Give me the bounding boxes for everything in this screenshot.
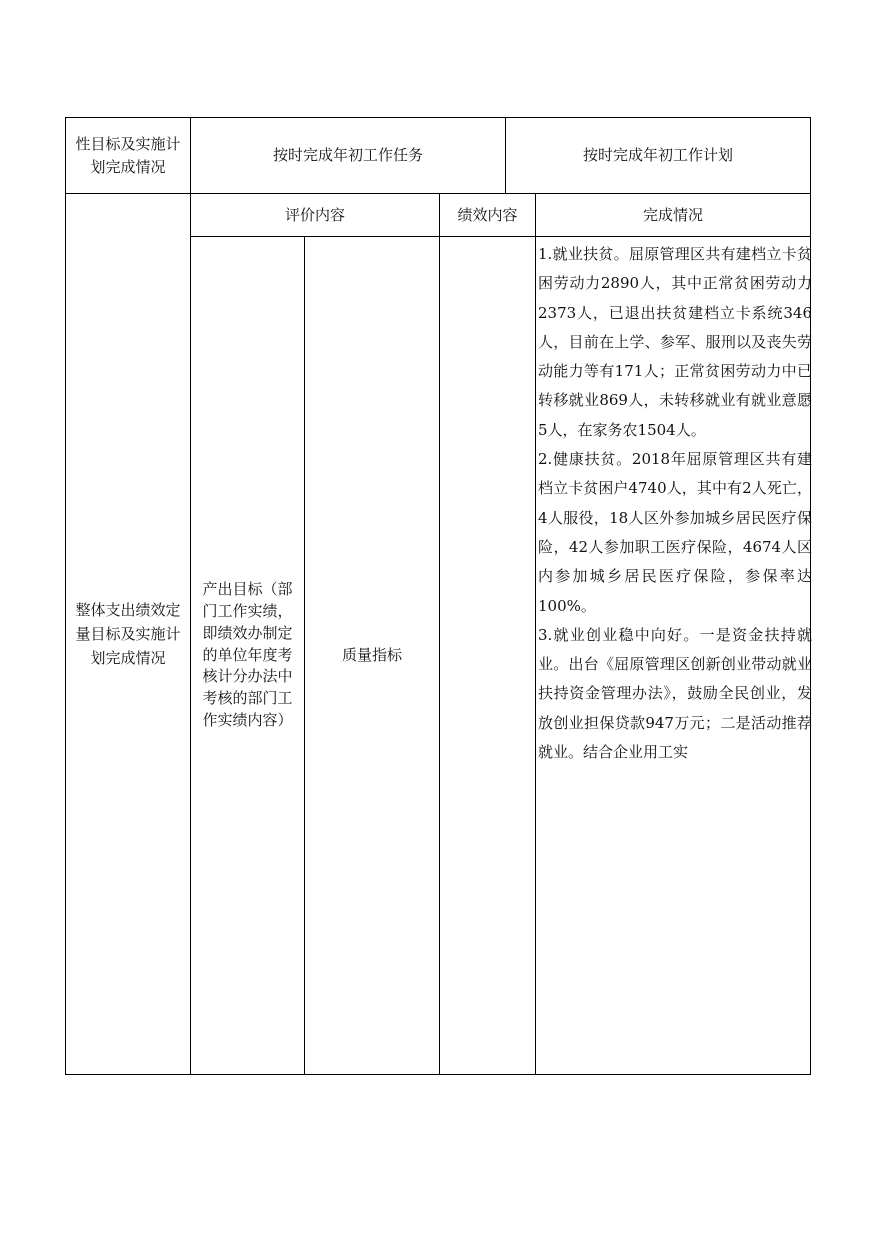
completion-paragraph: 3.就业创业稳中向好。一是资金扶持就业。出台《屈原管理区创新创业带动就业扶持资金管理办法》，鼓励全民创业，发放创业担保贷款947万元；二是活动推荐就业。结合企业用工实 — [538, 625, 812, 762]
header-performance-content: 绩效内容 — [457, 205, 518, 224]
completion-paragraph: 1.就业扶贫。屈原管理区共有建档立卡贫困劳动力2890人，其中正常贫困劳动力2373人，已退出扶贫建档立卡系统346人，目前在上学、参军、服刑以及丧失劳动能力等有171人；正常贫困劳动力中已转移就业869人，未转移就业有就业意愿5人，在家务农1504人。 — [538, 245, 812, 439]
top-row-label: 性目标及实施计划完成情况 — [75, 135, 181, 176]
overall-expenditure-label: 整体支出绩效定量目标及实施计划完成情况 — [75, 601, 181, 667]
table-col-divider — [535, 193, 536, 1075]
completion-status-text — [538, 240, 812, 767]
completion-paragraph: 2.健康扶贫。2018年屈原管理区共有建档立卡贫困户4740人，其中有2人死亡，4人服役，18人区外参加城乡居民医疗保险，42人参加职工医疗保险，4674人区内参加城乡居民医疗保险，参保率达100%。 — [538, 450, 812, 615]
header-completion-status: 完成情况 — [642, 205, 703, 224]
output-target-label: 产出目标（部门工作实绩，即绩效办制定的单位年度考核计分办法中考核的部门工作实绩内容） — [202, 580, 293, 729]
performance-value — [440, 237, 535, 1074]
quality-indicator-label: 质量指标 — [341, 646, 402, 665]
header-evaluation-content: 评价内容 — [284, 205, 345, 224]
top-row-task: 按时完成年初工作任务 — [272, 146, 423, 165]
top-row-plan: 按时完成年初工作计划 — [582, 146, 733, 165]
table-border-bottom — [65, 1074, 811, 1075]
